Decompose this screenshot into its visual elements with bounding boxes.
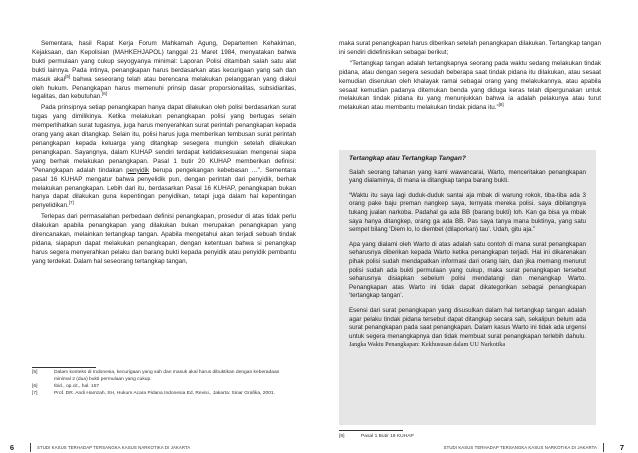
case-study-sidebar-box — [339, 150, 596, 425]
legal-definition-quote — [339, 60, 601, 113]
page-number: 7 — [619, 443, 625, 452]
running-title: STUDI KASUS TERHADAP TERSANGKA KASUS NARKOTIKA DI JAKARTA — [37, 445, 191, 450]
footnote — [32, 391, 296, 398]
paragraph: maka surat penangkapan harus diberikan setelah penangkapan dilakukan. Tertangkap tangan ini sendiri didefinisikan sebagai berikut; — [339, 40, 601, 56]
footnote-divider — [339, 430, 403, 431]
footnote — [32, 370, 296, 384]
footnote-text: Prof. DR. Andi Hamzah, SH, Hukum Acara Pidana Indonesia Ed. Revisi., Jakarta: Sinar Grafika, 2001. — [54, 390, 275, 396]
text-run: Pada prinsipnya setiap penangkapan hanya dapat dilakukan oleh polisi berdasarkan surat tugas yang dimilikinya. Ketika melakukan penangkapan polisi yang bertugas selain memperlihatkan surat tugasnya, juga harus menyerahkan surat perintah penangkapan kepada orang yang akan ditangkap. Selain itu, polisi harus juga memberikan tembusan surat perintah penangkapan kepada keluarga yang ditangkap sesegera mungkin setelah dilakukan penangkapan. Sayangnya, dalam KUHAP sendiri terdapat ketidaksesuaian mengenai siapa yang berhak melakukan penangkapan. Pasal 1 butir 20 KUHAP memberikan definisi: “Penangkapan adalah tindakan — [32, 104, 296, 174]
footnote-ref: [8] — [498, 102, 504, 108]
text-run: berupa pengekangan kebebasan …”. Sementara pasal 16 KUHAP mengatur bahwa penyelidik pun, dengan perintah dari penyidik, berhak melakukan penangkapan. Lebih dari itu, berdasarkan Pasal 16 KUHAP, penangkapan bukan hanya dapat dilakukan guna kepentingan penyidikan, tetapi juga dalam hal kepentingan penyelidikan. — [32, 166, 296, 210]
paragraph — [32, 104, 296, 211]
footnote-ref: [7] — [68, 200, 74, 206]
footnote-number: [5] — [32, 370, 38, 375]
text-run: Sementara, hasil Rapat Kerja Forum Mahkamah Agung, Departemen Kehakiman, Kejaksaan, dan Kepolisian (MAHKEHJAPOL) tanggal 21 Maret 1984, menyatakan bahwa bukti permulaan yang cukup seyogyanya minimal: Laporan Polisi ditambah salah satu alat bukti lainnya. Pada intinya, penangkapan harus berdasarkan atas kecurigaan yang sah dan masuk akal — [32, 40, 296, 83]
footer-divider — [603, 443, 604, 452]
underlined-term: penyidik — [126, 166, 150, 174]
footnote-ref: [6] — [102, 91, 108, 97]
footnote-text: Ibid., op.cit., hal. 157 — [54, 383, 100, 389]
left-page-footer — [0, 442, 190, 453]
sidebar-paragraph: Salah seorang tahanan yang kami wawancarai, Warto, menceritakan penangkapan yang dialaminya, di mana ia ditangkap tanpa barang bukti. — [349, 168, 586, 185]
sidebar-paragraph: Apa yang dialami oleh Warto di atas adalah satu contoh di mana surat penangkapan seharusnya diberikan kepada Warto ketika penangkapan terjadi. Hal ini dikarenakan pihak polisi sudah mendapatkan informasi dari orang lain, dan jika memang menurut polisi sudah ada bukti permulaan yang cukup, maka surat penangkapan tersebut seharusnya disiapkan sebelum polisi mendatangi dan menangkap Warto. Penangkapan atas Warto ini tidak dapat dikategorikan sebagai penangkapan ‘tertangkap tangan’. — [349, 240, 586, 300]
footnote-number: [6] — [32, 383, 38, 389]
running-title: STUDI KASUS TERHADAP TERSANGKA KASUS NARKOTIKA DI JAKARTA — [443, 445, 597, 450]
footnote-text: Pasal 1 Butir 19 KUHAP — [361, 434, 414, 439]
footnote — [32, 384, 296, 391]
sidebar-paragraph — [349, 307, 586, 350]
overflow-heading-text: Jangka Waktu Penangkapan: Kekhususan dalam UU Narkotika — [349, 341, 506, 349]
interview-quote: “Waktu itu saya lagi duduk-duduk santai aja mbak di warung rokok, tiba-tiba ada 3 orang pake baju preman nangkep saya, ternyata mereka polisi. saya dibilangnya tukang jualan narkoba. Padahal ga ada BB (barang bukti) loh. Kan ga bisa ya mbak saya hanya ditangkep, orang ga ada BB. Pas saya tanya mana buktinya, yang satu sempet bilang ‘Diem lo, lo diembet (dilaporkan) tau’. Udah, gitu aja.” — [349, 191, 586, 234]
left-page-body — [32, 40, 296, 267]
footnote-divider — [32, 367, 96, 368]
page-number: 6 — [9, 443, 15, 452]
footnote — [339, 434, 596, 440]
footnote-text: Dalam konteks di Indonesia, kecurigaan yang sah dan masuk akal harus dibuktikan dengan keberadaan minimal 2 (dua) bukti permulaan yang cukup. — [54, 370, 280, 382]
sidebar-box-title: Tertangkap atau Tertangkap Tangan? — [349, 155, 466, 162]
footnotes — [32, 370, 296, 398]
paragraph: Terlepas dari permasalahan perbedaan definisi penangkapan, prosedur di atas tidak perlu dilakukan apabila penangkapan yang dilakukan bukan merupakan penangkapan yang direncanakan, melainkan tertangkap tangan. Apabila mengetahui akan terjadi sebuah tindak pidana, siapapun dapat melakukan penangkapan, dengan ketentuan bahwa si penangkap harus segera menyerahkan pelaku dan barang bukti kepada penyidik atau penyidik pembantu yang terdekat. Dalam hal seseorang tertangkap tangan, — [32, 213, 296, 265]
paragraph — [32, 40, 296, 102]
right-page-body — [339, 40, 601, 113]
right-footnotes — [339, 430, 596, 440]
footnote-ref: [5] — [65, 73, 71, 79]
right-page-footer — [444, 442, 638, 453]
footer-divider — [30, 443, 31, 452]
text-run: bahwa seseorang telah atau berencana melakukan pelanggaran yang diakui oleh hukum. Penangkapan harus memenuhi prinsip dasar proporsionalitas, subsidiaritas, legalitas, dan kebutuhan. — [32, 75, 296, 101]
text-run: “Tertangkap tangan adalah tertangkapnya seorang pada waktu sedang melakukan tindak pidana, atau dengan segera sesudah beberapa saat tindak pidana itu dilakukan, atau sesaat kemudian diserukan oleh khalayak ramai sebagai orang yang melakukannya, atau apabila sesaat kemudian padanya ditemukan benda yang diduga keras telah dipergunakan untuk melakukan tindak pidana itu yang menunjukkan bahwa ia adalah pelakunya atau turut melakukan atau membantu melakukan tindak pidana itu.” — [339, 59, 601, 112]
footnote-number: [7] — [32, 390, 38, 396]
footnote-number: [8] — [339, 434, 345, 439]
text-run: Esensi dari surat penangkapan yang disusulkan dalam hal tertangkap tangan adalah agar pelaku tindak pidana tersebut dapat ditangkap secara sah, sekalipun belum ada surat penangkapan pada saat penangkapan. Dalam kasus Warto ini tidak ada urgensi untuk segera menangkapnya dan tidak membuat surat penangkapan terlebih dahulu. — [349, 306, 586, 340]
